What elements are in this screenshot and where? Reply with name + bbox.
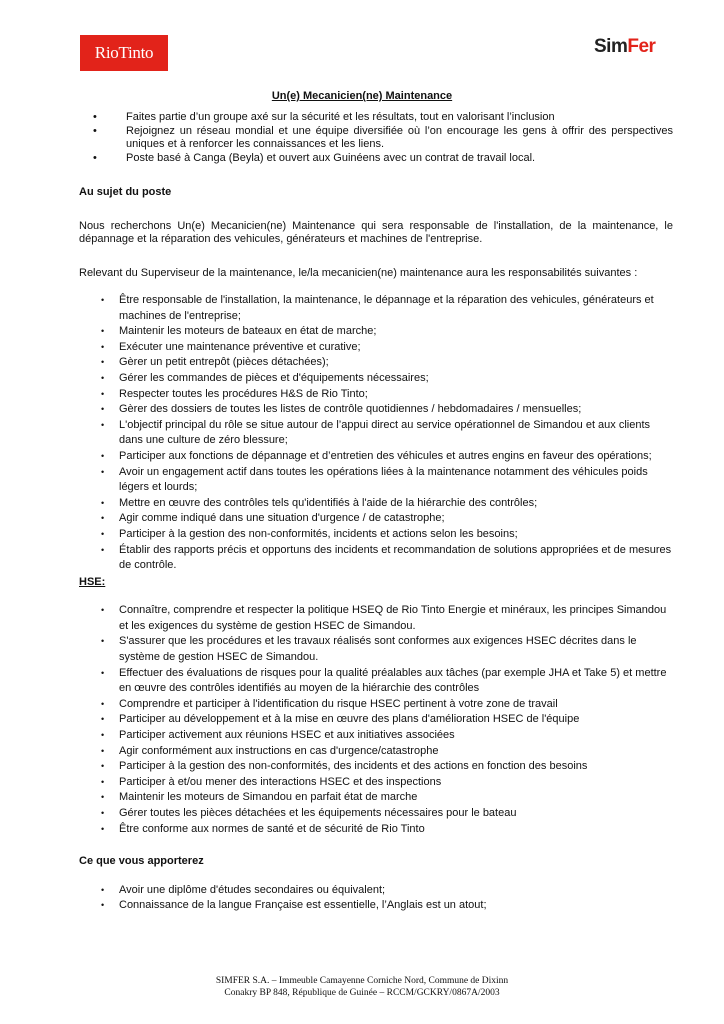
rio-tinto-logo-text: RioTinto [94,43,154,62]
hse-item: • S'assurer que les procédures et les travaux réalisés sont conformes aux exigences HSEC décrites dans le système de gestion HSEC de Simandou. [79,634,673,665]
footer-registration-line: Conakry BP 848, République de Guinée – RCCM/GCKRY/0867A/2003 [224,988,500,998]
intro-bullet-list [79,111,673,165]
document-title: Un(e) Mecanicien(ne) Maintenance [271,90,453,102]
hse-list [79,603,673,837]
intro-bullet: • Faites partie d’un groupe axé sur la sécurité et les résultats, tout en valorisant l’inclusion [79,111,673,125]
responsibility-item: • Gèrer des dossiers de toutes les listes de contrôle quotidiennes / hebdomadaires / mensuelles; [79,402,673,418]
responsibility-item: • Maintenir les moteurs de bateaux en état de marche; [79,324,673,340]
responsibility-item: • Agir comme indiqué dans une situation d'urgence / de catastrophe; [79,511,673,527]
simfer-logo-sim: Sim [594,36,628,57]
simfer-logo-fer: Fer [627,36,656,57]
responsibility-item: • Mettre en œuvre des contrôles tels qu'identifiés à l'aide de la hiérarchie des contrôles; [79,496,673,512]
hse-item: • Participer à et/ou mener des interactions HSEC et des inspections [79,775,673,791]
hse-item: • Participer à la gestion des non-conformités, des incidents et des actions en fonction des besoins [79,759,673,775]
hse-item: • Participer activement aux réunions HSEC et aux initiatives associées [79,728,673,744]
responsibility-item: • Respecter toutes les procédures H&S de Rio Tinto; [79,387,673,403]
hse-item: • Effectuer des évaluations de risques pour la qualité préalables aux tâches (par exemple JHA et Take 5) et mettre en œuvre des contrôles identifiés au moyen de la hiérarchie des contrôles [79,666,673,697]
responsibility-item: • Gèrer un petit entrepôt (pièces détachées); [79,355,673,371]
intro-bullet: • Rejoignez un réseau mondial et une équipe diversifiée où l’on encourage les gens à offrir des perspectives uniques et à renforcer les connaissances et les liens. [79,125,673,152]
hse-item: • Maintenir les moteurs de Simandou en parfait état de marche [79,790,673,806]
document-body [79,111,673,914]
bring-item: • Avoir une diplôme d'études secondaires ou équivalent; [79,883,673,899]
reporting-paragraph: Relevant du Superviseur de la maintenance, le/la mecanicien(ne) maintenance aura les responsabilités suivantes : [79,266,638,279]
responsibility-item: • L'objectif principal du rôle se situe autour de l’appui direct au service opérationnel de Simandou et aux clients dans une culture de zéro blessure; [79,418,673,449]
footer-address-line: SIMFER S.A. – Immeuble Camayenne Corniche Nord, Commune de Dixinn [215,976,509,986]
intro-bullet: • Poste basé à Canga (Beyla) et ouvert aux Guinéens avec un contrat de travail local. [79,152,673,166]
hse-heading: HSE: [79,575,106,588]
hse-item: • Comprendre et participer à l'identification du risque HSEC pertinent à votre zone de travail [79,697,673,713]
hse-item: • Être conforme aux normes de santé et de sécurité de Rio Tinto [79,822,673,838]
hse-item: • Agir conformément aux instructions en cas d'urgence/catastrophe [79,744,673,760]
responsibility-item: • Gérer les commandes de pièces et d'équipements nécessaires; [79,371,673,387]
bring-list [79,883,673,914]
responsibility-item: • Être responsable de l'installation, la maintenance, le dépannage et la réparation des vehicules, générateurs et machines de l'entreprise; [79,293,673,324]
responsibilities-list [79,293,673,574]
responsibility-item: • Participer à la gestion des non-conformités, incidents et actions selon les besoins; [79,527,673,543]
responsibility-item: • Participer aux fonctions de dépannage et d’entretien des véhicules et autres engins en faveur des opérations; [79,449,673,465]
hse-item: • Gérer toutes les pièces détachées et les équipements nécessaires pour le bateau [79,806,673,822]
simfer-logo [594,36,655,58]
hse-item: • Connaître, comprendre et respecter la politique HSEQ de Rio Tinto Energie et minéraux, les principes Simandou et les exigences du système de gestion HSEC de Simandou. [79,603,673,634]
page-footer [0,975,724,999]
about-heading: Au sujet du poste [79,186,172,198]
bring-item: • Connaissance de la langue Française est essentielle, l’Anglais est un atout; [79,898,673,914]
bring-heading: Ce que vous apporterez [79,855,204,868]
responsibility-item: • Exécuter une maintenance préventive et curative; [79,340,673,356]
rio-tinto-logo [80,35,168,71]
responsibility-item: • Établir des rapports précis et opportuns des incidents et recommandation de solutions appropriées et de mesures de contrôle. [79,543,673,574]
hse-item: • Participer au développement et à la mise en œuvre des plans d'amélioration HSEC de l'équipe [79,712,673,728]
about-paragraph: Nous recherchons Un(e) Mecanicien(ne) Maintenance qui sera responsable de l'installation, de la maintenance, le dépannage et la réparation des vehicules, générateurs et machines de l'entreprise. [79,219,673,245]
responsibility-item: • Avoir un engagement actif dans toutes les opérations liées à la maintenance notamment des véhicules poids légers et lourds; [79,465,673,496]
